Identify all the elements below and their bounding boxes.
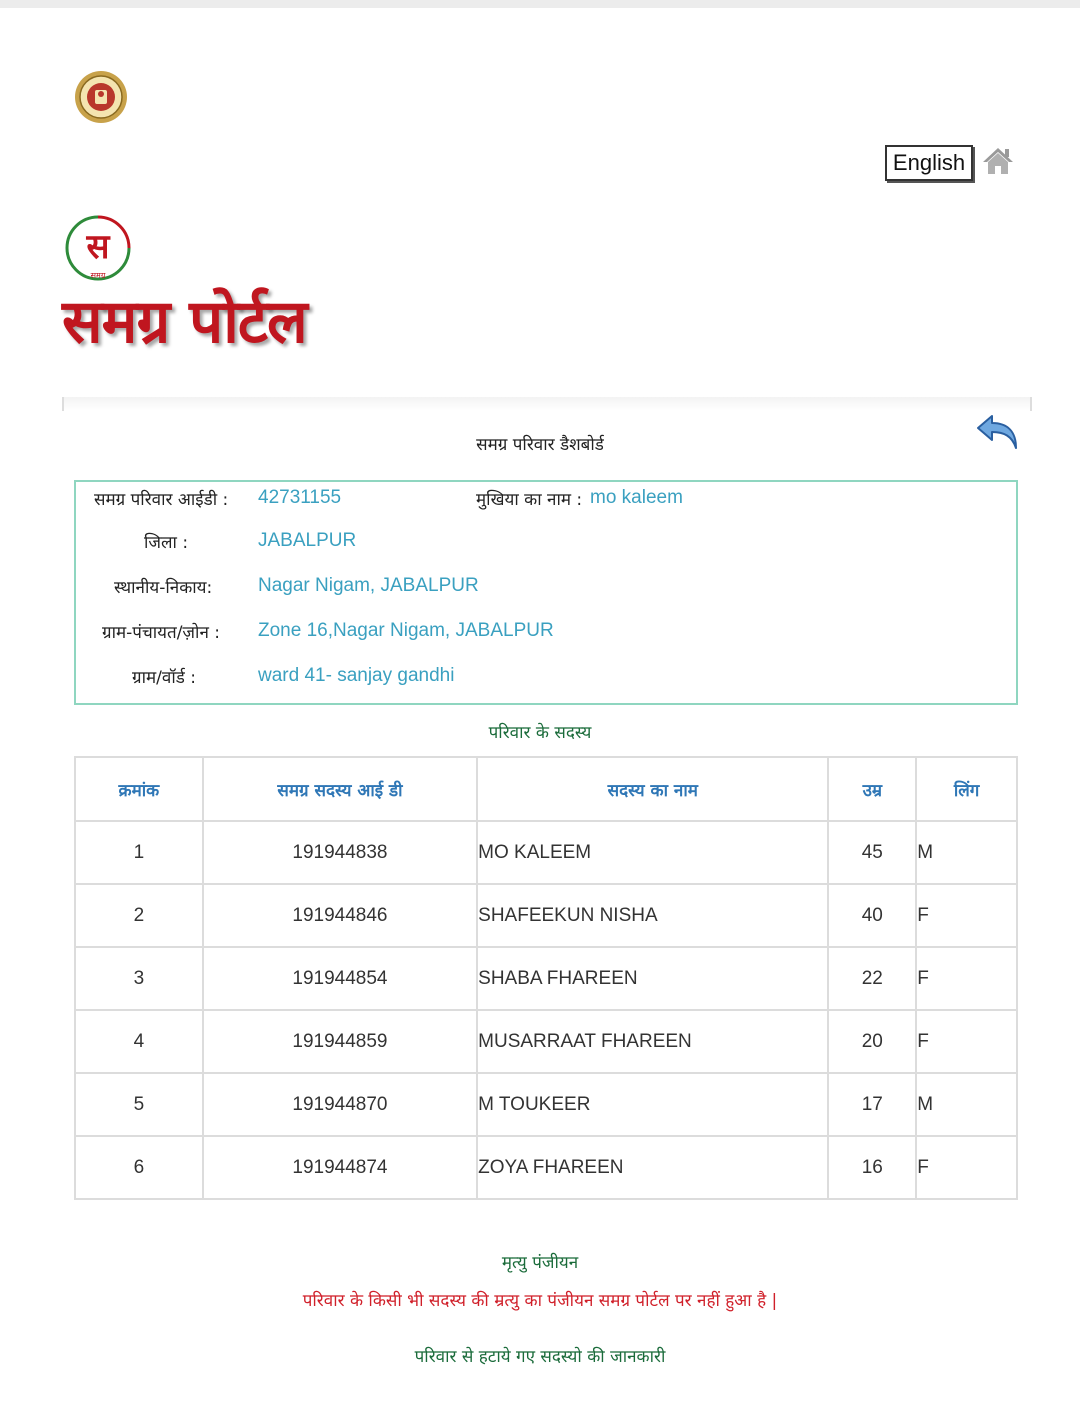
cell-member-name: ZOYA FHAREEN <box>477 1136 828 1199</box>
table-row <box>75 1136 1017 1199</box>
header-age: उम्र <box>828 757 916 821</box>
cell-gender: F <box>916 1136 1017 1199</box>
logo-mark-letter: स <box>86 227 110 267</box>
death-registration-title: मृत्यु पंजीयन <box>501 1253 579 1273</box>
cell-sno: 6 <box>75 1136 203 1199</box>
samagra-portal-logo-text: समग्र पोर्टल <box>62 287 307 357</box>
table-row <box>75 947 1017 1010</box>
district-value: JABALPUR <box>258 530 357 551</box>
local-body-value: Nagar Nigam, JABALPUR <box>258 575 479 596</box>
table-row <box>75 1010 1017 1073</box>
zone-label: ग्राम-पंचायत/ज़ोन : <box>102 623 221 643</box>
ward-value: ward 41- sanjay gandhi <box>258 665 455 686</box>
cell-sno: 5 <box>75 1073 203 1136</box>
cell-sno: 2 <box>75 884 203 947</box>
cell-gender: F <box>916 884 1017 947</box>
table-row <box>75 884 1017 947</box>
home-icon[interactable] <box>982 146 1014 176</box>
cell-member-id: 191944854 <box>203 947 477 1010</box>
logo-mark-caption: समग्र <box>90 271 106 280</box>
cell-member-name: M TOUKEER <box>477 1073 828 1136</box>
cell-member-id: 191944870 <box>203 1073 477 1136</box>
cell-age: 17 <box>828 1073 916 1136</box>
cell-age: 16 <box>828 1136 916 1199</box>
family-info-box <box>74 480 1018 705</box>
cell-age: 40 <box>828 884 916 947</box>
panel-header-strip <box>62 397 1032 411</box>
members-table <box>74 756 1018 1200</box>
header-sno: क्रमांक <box>75 757 203 821</box>
cell-member-id: 191944846 <box>203 884 477 947</box>
header-member-name: सदस्य का नाम <box>477 757 828 821</box>
district-label: जिला : <box>144 533 189 553</box>
cell-sno: 1 <box>75 821 203 884</box>
cell-gender: F <box>916 947 1017 1010</box>
head-name-label: मुखिया का नाम : <box>476 490 583 510</box>
cell-gender: F <box>916 1010 1017 1073</box>
english-language-button[interactable]: English <box>885 145 973 181</box>
cell-member-name: SHABA FHAREEN <box>477 947 828 1010</box>
head-name-value: mo kaleem <box>590 487 683 508</box>
cell-age: 45 <box>828 821 916 884</box>
header-gender: लिंग <box>916 757 1017 821</box>
samagra-logo-icon <box>64 214 132 282</box>
cell-member-name: MO KALEEM <box>477 821 828 884</box>
cell-sno: 3 <box>75 947 203 1010</box>
cell-member-id: 191944859 <box>203 1010 477 1073</box>
table-row <box>75 821 1017 884</box>
family-id-value: 42731155 <box>258 487 342 508</box>
cell-member-name: MUSARRAAT FHAREEN <box>477 1010 828 1073</box>
dashboard-title: समग्र परिवार डैशबोर्ड <box>476 435 604 455</box>
cell-sno: 4 <box>75 1010 203 1073</box>
removed-members-link[interactable]: परिवार से हटाये गए सदस्यो की जानकारी <box>414 1347 666 1367</box>
cell-member-name: SHAFEEKUN NISHA <box>477 884 828 947</box>
zone-value: Zone 16,Nagar Nigam, JABALPUR <box>258 620 554 641</box>
death-registration-message: परिवार के किसी भी सदस्य की म्रत्यु का पंजीयन समग्र पोर्टल पर नहीं हुआ है | <box>302 1291 778 1311</box>
cell-gender: M <box>916 821 1017 884</box>
cell-member-id: 191944838 <box>203 821 477 884</box>
cell-age: 22 <box>828 947 916 1010</box>
header-member-id: समग्र सदस्य आई डी <box>203 757 477 821</box>
ward-label: ग्राम/वॉर्ड : <box>132 668 196 688</box>
table-row <box>75 1073 1017 1136</box>
cell-gender: M <box>916 1073 1017 1136</box>
top-bar <box>0 0 1080 8</box>
table-header-row <box>75 757 1017 821</box>
back-arrow-icon[interactable] <box>974 410 1022 454</box>
members-section-title: परिवार के सदस्य <box>488 723 592 743</box>
cell-age: 20 <box>828 1010 916 1073</box>
mp-government-emblem-icon <box>74 70 128 124</box>
family-id-label: समग्र परिवार आईडी : <box>94 490 229 510</box>
local-body-label: स्थानीय-निकाय: <box>114 578 213 598</box>
cell-member-id: 191944874 <box>203 1136 477 1199</box>
